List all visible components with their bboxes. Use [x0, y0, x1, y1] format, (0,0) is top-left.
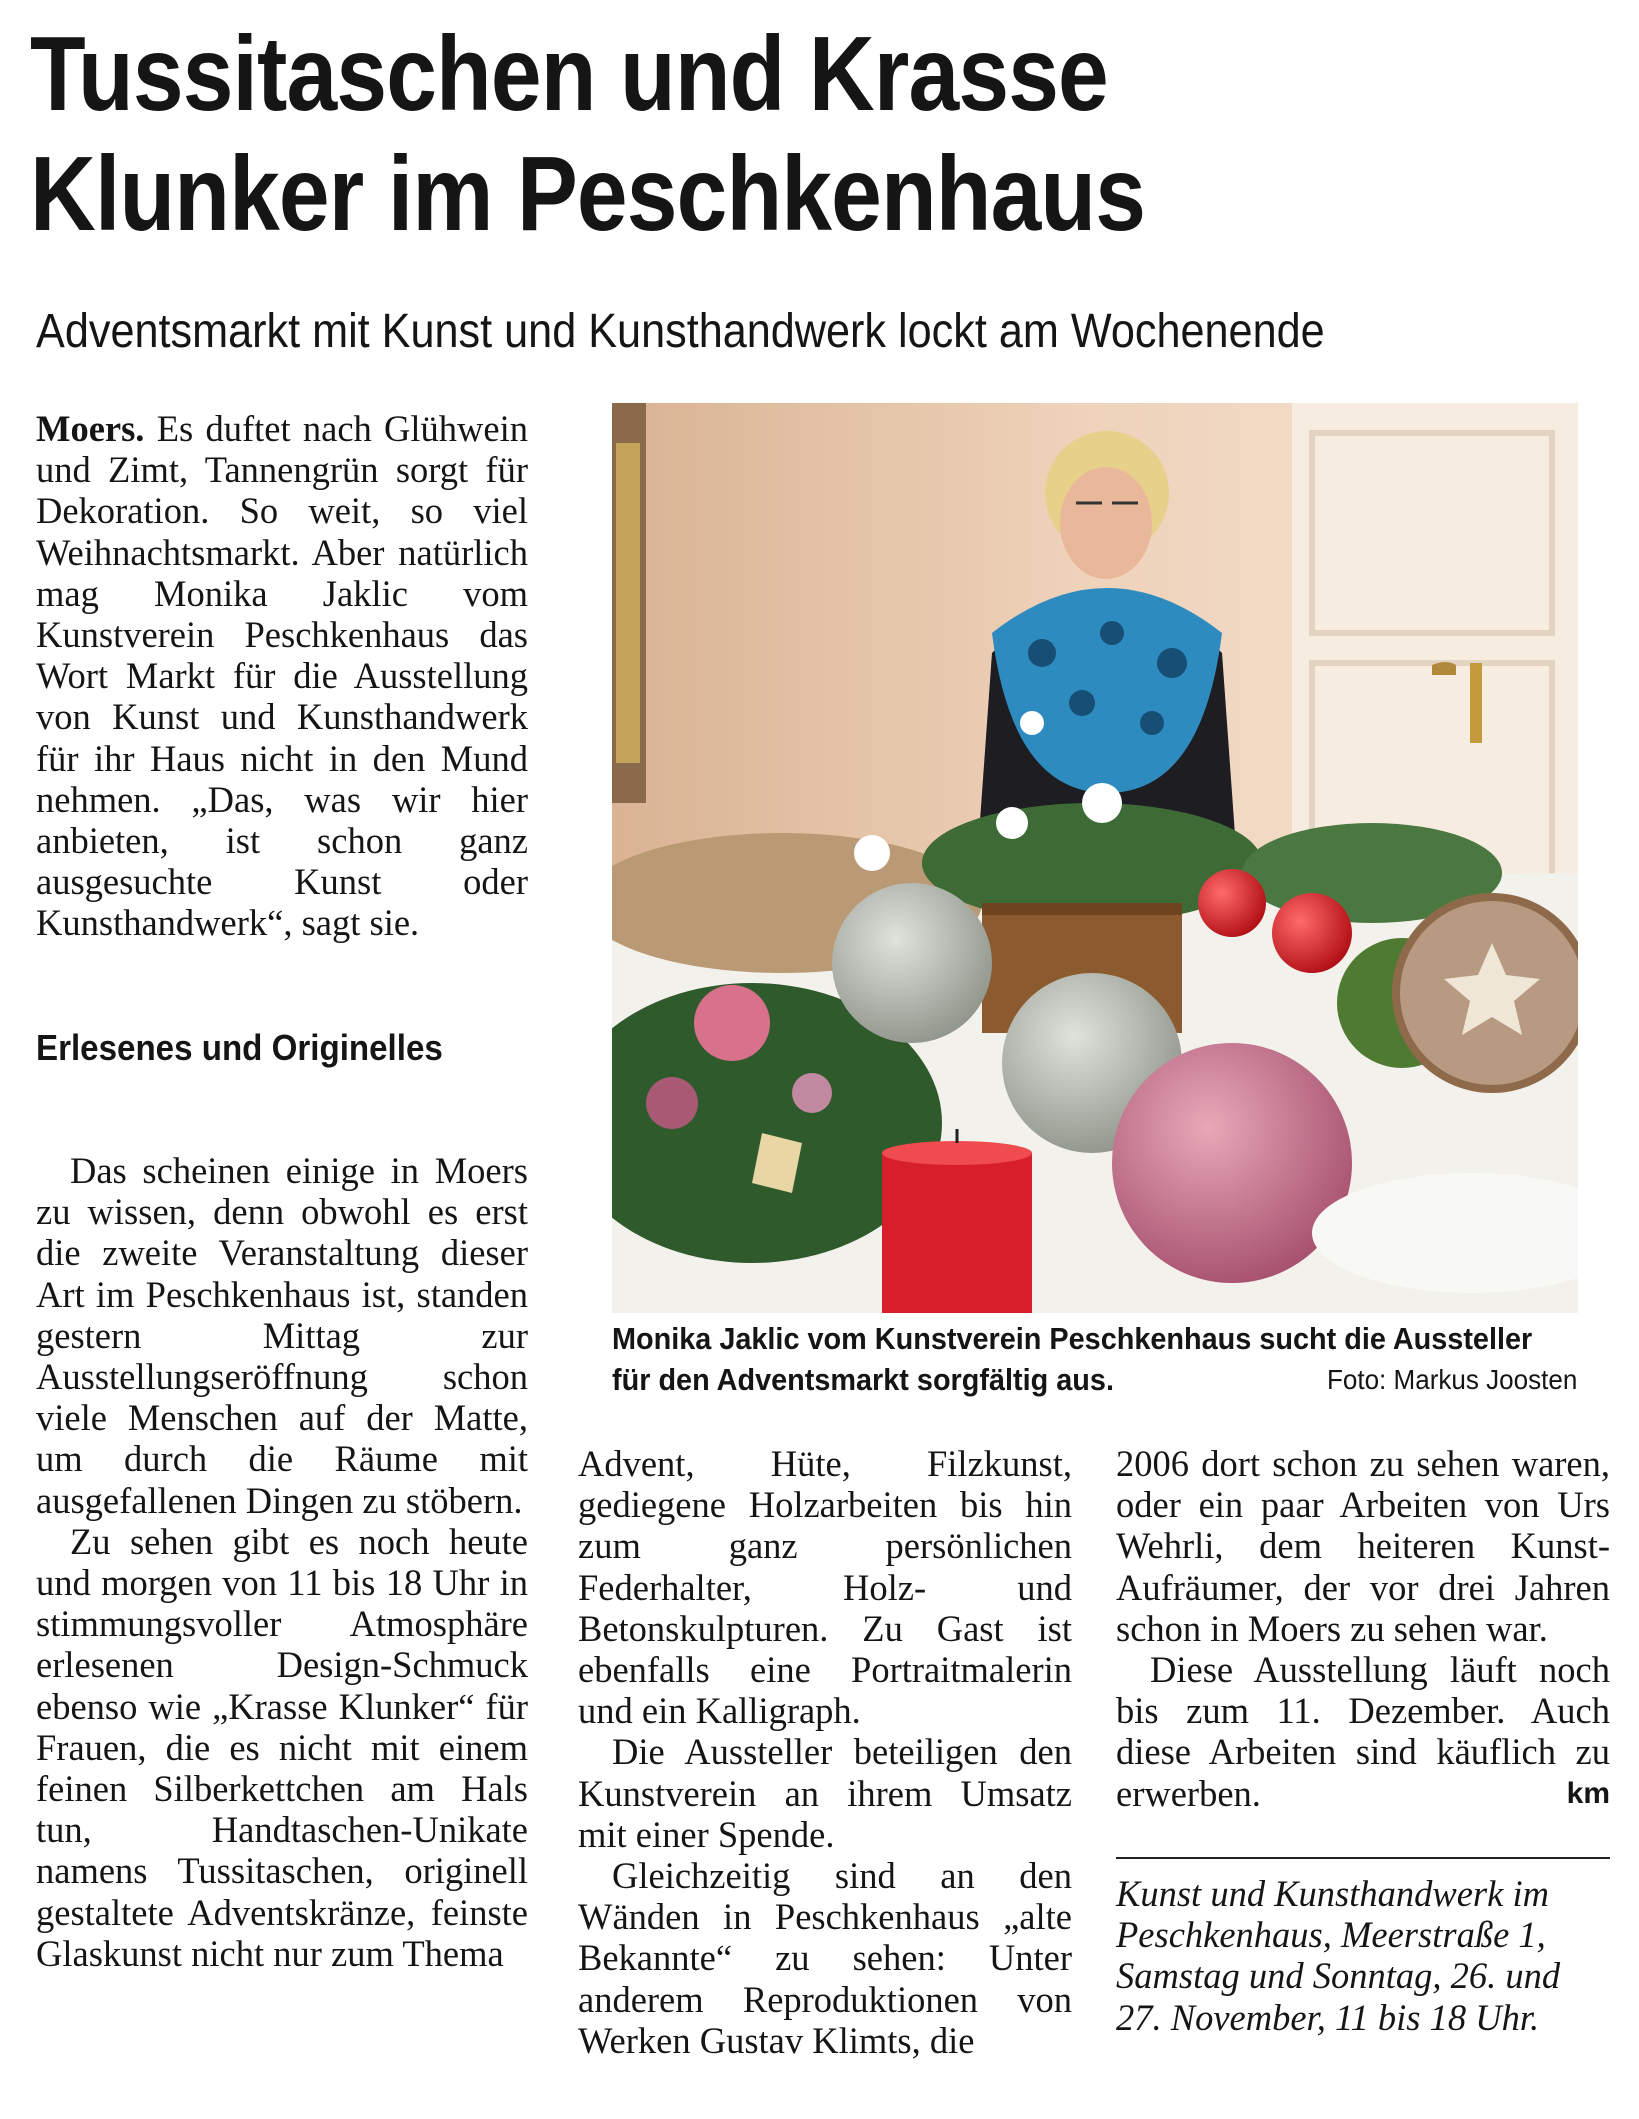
paragraph-3-continued: Advent, Hüte, Filzkunst, gediegene Holzarbeiten bis hin zum ganz persönlichen Federhalter, Holz- und Betonskulpturen. Zu Gast ist ebenfalls eine Portraitmalerin und ein Kalligraph.: [578, 1443, 1072, 1732]
author-initials: km: [1566, 1776, 1610, 1810]
column-1-top: [36, 408, 528, 944]
column-2: [578, 1443, 1072, 2061]
photo-caption-block: [612, 1318, 1578, 1400]
photo-caption: Monika Jaklic vom Kunstverein Peschkenhaus sucht die Aussteller für den Adventsmarkt sorgfältig aus.: [612, 1321, 1533, 1397]
paragraph-6-text: Diese Ausstellung läuft noch bis zum 11. Dezember. Auch diese Arbeiten sind käuflich zu erwerben.: [1116, 1649, 1610, 1814]
subheadline: Adventsmarkt mit Kunst und Kunsthandwerk lockt am Wochenende: [36, 305, 1325, 358]
headline-line-2: Klunker im Peschkenhaus: [30, 135, 1146, 253]
paragraph-2: Das scheinen einige in Moers zu wissen, denn obwohl es erst die zweite Veranstaltung dieser Art im Peschkenhaus ist, standen gestern Mittag zur Ausstellungseröffnung schon viele Menschen auf der Matte, um durch die Räume mit ausgefallenen Dingen zu stöbern.: [36, 1150, 528, 1521]
paragraph-4: Die Aussteller beteiligen den Kunstverein an ihrem Umsatz mit einer Spende.: [578, 1731, 1072, 1855]
event-info-box: Kunst und Kunsthandwerk im Peschkenhaus, Meerstraße 1, Samstag und Sonntag, 26. und 27. November, 11 bis 18 Uhr.: [1116, 1857, 1610, 2038]
paragraph-5-continued: 2006 dort schon zu sehen waren, oder ein paar Arbeiten von Urs Wehrli, dem heiteren Kunst-Aufräumer, der vor drei Jahren schon in Moers zu sehen war.: [1116, 1443, 1610, 1649]
dateline: Moers.: [36, 408, 145, 449]
paragraph-3: Zu sehen gibt es noch heute und morgen von 11 bis 18 Uhr in stimmungsvoller Atmosphäre erlesenen Design-Schmuck ebenso wie „Krasse Klunker“ für Frauen, die es nicht mit einem feinen Silberkettchen am Hals tun, Handtaschen-Unikate namens Tussitaschen, originell gestaltete Adventskränze, feinste Glaskunst nicht nur zum Thema: [36, 1520, 528, 1974]
paragraph-1-text: Es duftet nach Glühwein und Zimt, Tannengrün sorgt für Dekoration. So weit, so viel Weihnachtsmarkt. Aber natürlich mag Monika Jaklic vom Kunstverein Peschkenhaus das Wort Markt für die Ausstellung von Kunst und Kunsthandwerk für ihr Haus nicht in den Mund nehmen. „Das, was wir hier anbieten, ist schon ganz ausgesuchte Kunst oder Kunsthandwerk“, sagt sie.: [36, 408, 528, 944]
paragraph-1: [36, 408, 528, 944]
paragraph-5: Gleichzeitig sind an den Wänden in Peschkenhaus „alte Bekannte“ zu sehen: Unter anderem Reproduktionen von Werken Gustav Klimts, die: [578, 1855, 1072, 2061]
photo-illustration: [612, 403, 1578, 1313]
column-1-bottom: [36, 1150, 528, 1974]
paragraph-6: [1116, 1649, 1610, 1814]
section-subheading: Erlesenes und Originelles: [36, 1027, 443, 1068]
column-3: [1116, 1443, 1610, 1814]
headline-line-1: Tussitaschen und Krasse: [30, 15, 1108, 133]
headline: [30, 14, 1389, 254]
article-photo: [612, 403, 1578, 1313]
photo-credit: Foto: Markus Joosten: [1326, 1364, 1578, 1395]
